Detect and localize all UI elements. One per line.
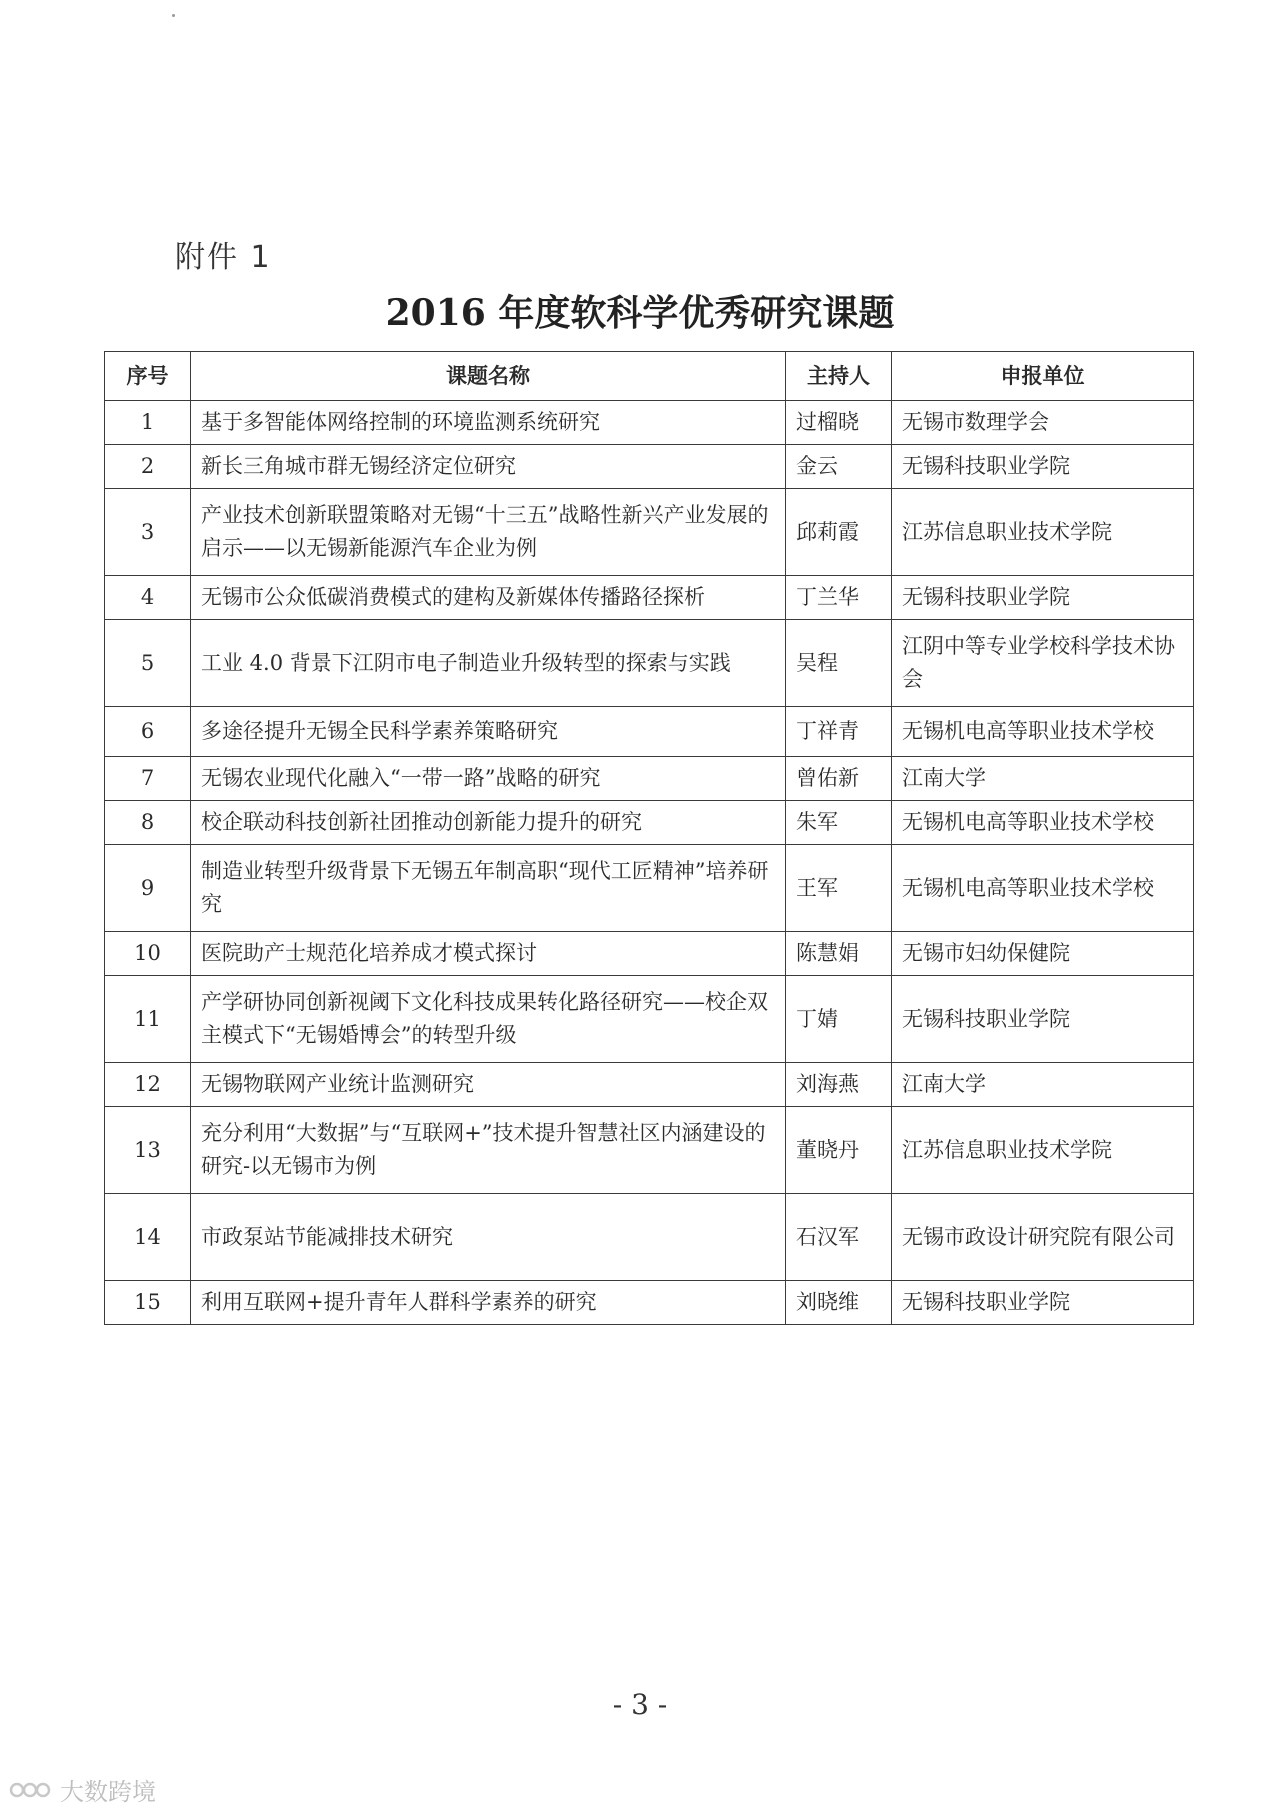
cell-topic: 市政泵站节能减排技术研究 bbox=[191, 1194, 786, 1281]
cell-no: 13 bbox=[105, 1107, 191, 1194]
table-row bbox=[105, 932, 1194, 976]
cell-topic: 产学研协同创新视阈下文化科技成果转化路径研究——校企双主模式下“无锡婚博会”的转型升级 bbox=[191, 976, 786, 1063]
table-row bbox=[105, 1107, 1194, 1194]
cell-no: 12 bbox=[105, 1063, 191, 1107]
cell-topic: 无锡物联网产业统计监测研究 bbox=[191, 1063, 786, 1107]
cell-topic: 医院助产士规范化培养成才模式探讨 bbox=[191, 932, 786, 976]
cell-unit: 无锡机电高等职业技术学校 bbox=[892, 801, 1194, 845]
header-topic: 课题名称 bbox=[191, 352, 786, 401]
table-row bbox=[105, 845, 1194, 932]
table-row bbox=[105, 576, 1194, 620]
table-row bbox=[105, 489, 1194, 576]
cell-host: 刘晓维 bbox=[786, 1281, 892, 1325]
cell-host: 陈慧娟 bbox=[786, 932, 892, 976]
cell-no: 1 bbox=[105, 401, 191, 445]
cell-host: 吴程 bbox=[786, 620, 892, 707]
cell-no: 14 bbox=[105, 1194, 191, 1281]
table-header-row bbox=[105, 352, 1194, 401]
header-unit: 申报单位 bbox=[892, 352, 1194, 401]
table-row bbox=[105, 707, 1194, 757]
page-title: 2016 年度软科学优秀研究课题 bbox=[385, 292, 895, 334]
table-row bbox=[105, 1194, 1194, 1281]
watermark-logo-icon bbox=[8, 1777, 52, 1803]
cell-no: 2 bbox=[105, 445, 191, 489]
cell-topic: 产业技术创新联盟策略对无锡“十三五”战略性新兴产业发展的启示——以无锡新能源汽车企业为例 bbox=[191, 489, 786, 576]
cell-unit: 无锡市数理学会 bbox=[892, 401, 1194, 445]
cell-host: 曾佑新 bbox=[786, 757, 892, 801]
cell-unit: 江苏信息职业技术学院 bbox=[892, 1107, 1194, 1194]
attachment-label: 附件 1 bbox=[175, 240, 272, 275]
table-row bbox=[105, 1063, 1194, 1107]
cell-topic: 多途径提升无锡全民科学素养策略研究 bbox=[191, 707, 786, 757]
cell-topic: 工业 4.0 背景下江阴市电子制造业升级转型的探索与实践 bbox=[191, 620, 786, 707]
cell-host: 王军 bbox=[786, 845, 892, 932]
cell-topic: 充分利用“大数据”与“互联网+”技术提升智慧社区内涵建设的研究-以无锡市为例 bbox=[191, 1107, 786, 1194]
cell-host: 丁祥青 bbox=[786, 707, 892, 757]
cell-host: 石汉军 bbox=[786, 1194, 892, 1281]
topics-table bbox=[104, 351, 1194, 1325]
scan-speck bbox=[172, 14, 175, 17]
cell-no: 10 bbox=[105, 932, 191, 976]
cell-no: 3 bbox=[105, 489, 191, 576]
cell-no: 4 bbox=[105, 576, 191, 620]
cell-unit: 无锡市妇幼保健院 bbox=[892, 932, 1194, 976]
cell-no: 5 bbox=[105, 620, 191, 707]
cell-host: 丁婧 bbox=[786, 976, 892, 1063]
cell-unit: 无锡科技职业学院 bbox=[892, 445, 1194, 489]
cell-unit: 江南大学 bbox=[892, 1063, 1194, 1107]
cell-topic: 无锡市公众低碳消费模式的建构及新媒体传播路径探析 bbox=[191, 576, 786, 620]
header-no: 序号 bbox=[105, 352, 191, 401]
table-row bbox=[105, 976, 1194, 1063]
page-number: - 3 - bbox=[612, 1688, 668, 1721]
cell-unit: 无锡机电高等职业技术学校 bbox=[892, 845, 1194, 932]
table-row bbox=[105, 445, 1194, 489]
table-row bbox=[105, 620, 1194, 707]
cell-topic: 无锡农业现代化融入“一带一路”战略的研究 bbox=[191, 757, 786, 801]
cell-unit: 江南大学 bbox=[892, 757, 1194, 801]
cell-topic: 校企联动科技创新社团推动创新能力提升的研究 bbox=[191, 801, 786, 845]
cell-host: 刘海燕 bbox=[786, 1063, 892, 1107]
table-row bbox=[105, 401, 1194, 445]
cell-unit: 无锡科技职业学院 bbox=[892, 576, 1194, 620]
cell-no: 11 bbox=[105, 976, 191, 1063]
cell-host: 过榴晓 bbox=[786, 401, 892, 445]
cell-no: 15 bbox=[105, 1281, 191, 1325]
cell-unit: 无锡机电高等职业技术学校 bbox=[892, 707, 1194, 757]
cell-topic: 新长三角城市群无锡经济定位研究 bbox=[191, 445, 786, 489]
cell-unit: 无锡科技职业学院 bbox=[892, 976, 1194, 1063]
cell-host: 董晓丹 bbox=[786, 1107, 892, 1194]
cell-unit: 江阴中等专业学校科学技术协会 bbox=[892, 620, 1194, 707]
header-host: 主持人 bbox=[786, 352, 892, 401]
cell-topic: 基于多智能体网络控制的环境监测系统研究 bbox=[191, 401, 786, 445]
cell-host: 邱莉霞 bbox=[786, 489, 892, 576]
cell-host: 朱军 bbox=[786, 801, 892, 845]
watermark bbox=[8, 1772, 156, 1807]
cell-no: 6 bbox=[105, 707, 191, 757]
cell-unit: 无锡科技职业学院 bbox=[892, 1281, 1194, 1325]
cell-topic: 制造业转型升级背景下无锡五年制高职“现代工匠精神”培养研究 bbox=[191, 845, 786, 932]
table-row bbox=[105, 1281, 1194, 1325]
cell-unit: 无锡市政设计研究院有限公司 bbox=[892, 1194, 1194, 1281]
cell-unit: 江苏信息职业技术学院 bbox=[892, 489, 1194, 576]
cell-host: 金云 bbox=[786, 445, 892, 489]
cell-topic: 利用互联网+提升青年人群科学素养的研究 bbox=[191, 1281, 786, 1325]
watermark-text: 大数跨境 bbox=[60, 1778, 156, 1806]
cell-host: 丁兰华 bbox=[786, 576, 892, 620]
cell-no: 7 bbox=[105, 757, 191, 801]
table-row bbox=[105, 757, 1194, 801]
table-row bbox=[105, 801, 1194, 845]
cell-no: 8 bbox=[105, 801, 191, 845]
cell-no: 9 bbox=[105, 845, 191, 932]
